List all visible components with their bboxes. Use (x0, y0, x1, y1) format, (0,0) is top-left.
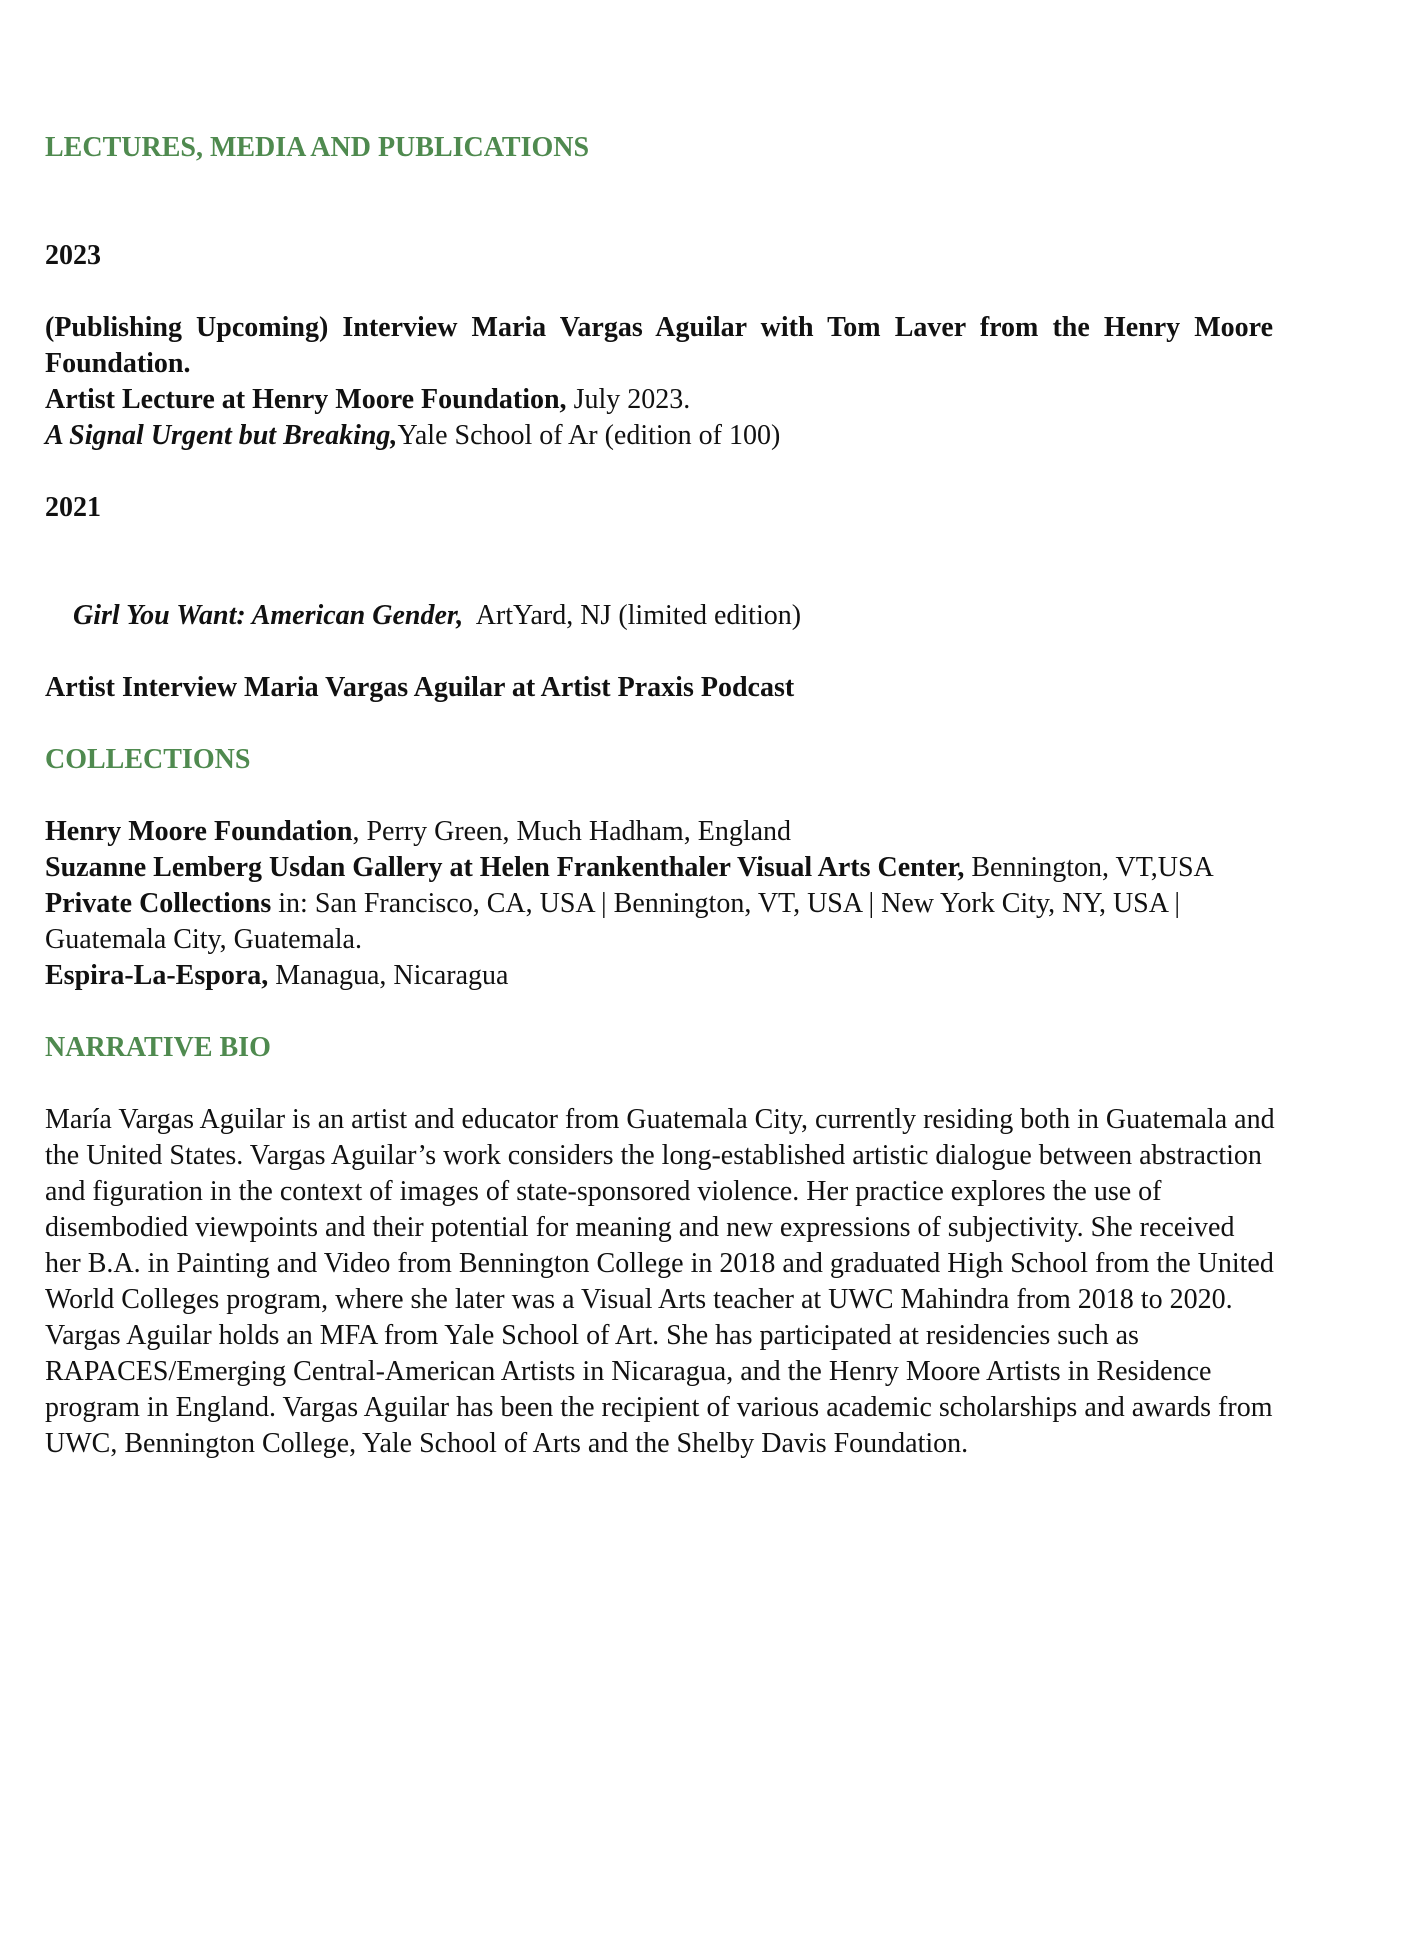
lecture-entry (45, 382, 1285, 418)
lecture-entry-title: (Publishing Upcoming) Interview Maria Vargas Aguilar with Tom Laver from the Henry Moore Foundation. (45, 312, 1273, 379)
publication-entry (45, 562, 1285, 670)
collection-location: , Perry Green, Much Hadham, England (352, 816, 792, 847)
collection-item (45, 814, 1285, 850)
collection-location: Bennington, VT,USA (964, 852, 1214, 883)
lectures-heading: LECTURES, MEDIA AND PUBLICATIONS (45, 132, 590, 163)
lecture-entry-detail: July 2023. (566, 384, 691, 415)
collection-location: Managua, Nicaragua (268, 960, 509, 991)
publication-title: A Signal Urgent but Breaking, (45, 420, 398, 451)
collection-item (45, 886, 1270, 958)
collection-name: Espira-La-Espora, (45, 960, 269, 991)
bio-heading: NARRATIVE BIO (45, 1032, 271, 1063)
collection-item (45, 958, 1285, 994)
publication-entry (45, 418, 1285, 454)
lecture-entry-title: Artist Interview Maria Vargas Aguilar at Artist Praxis Podcast (45, 672, 795, 703)
bio-text: María Vargas Aguilar is an artist and educator from Guatemala City, currently residing both in Guatemala and the United States. Vargas Aguilar’s work considers the long-established artistic dialogue between abstraction and figuration in the context of images of state-sponsored violence. Her practice explores the use of disembodied viewpoints and their potential for meaning and new expressions of subjectivity. She received her B.A. in Painting and Video from Bennington College in 2018 and graduated High School from the United World Colleges program, where she later was a Visual Arts teacher at UWC Mahindra from 2018 to 2020. Vargas Aguilar holds an MFA from Yale School of Art. She has participated at residencies such as RAPACES/Emerging Central-American Artists in Nicaragua, and the Henry Moore Artists in Residence program in England. Vargas Aguilar has been the recipient of various academic scholarships and awards from UWC, Bennington College, Yale School of Arts and the Shelby Davis Foundation. (45, 1104, 1275, 1459)
lecture-entry (45, 670, 1285, 706)
publication-title: Girl You Want: American Gender, (73, 600, 464, 631)
cv-page (45, 130, 1285, 1462)
collection-location: in: San Francisco, CA, USA | Bennington, VT, USA | New York City, NY, USA | Guatemala City, Guatemala. (45, 888, 1181, 955)
publication-detail: Yale School of Ar (edition of 100) (397, 420, 781, 451)
collections-heading: COLLECTIONS (45, 744, 251, 775)
collection-item (45, 850, 1285, 886)
collection-name: Henry Moore Foundation (45, 816, 353, 847)
publication-detail: ArtYard, NJ (limited edition) (463, 600, 802, 631)
collection-name: Private Collections (45, 888, 272, 919)
year-2021: 2021 (45, 492, 101, 523)
year-2023: 2023 (45, 240, 101, 271)
lecture-entry-title: Artist Lecture at Henry Moore Foundation, (45, 384, 567, 415)
collection-name: Suzanne Lemberg Usdan Gallery at Helen Frankenthaler Visual Arts Center, (45, 852, 965, 883)
lecture-entry (45, 310, 1273, 382)
